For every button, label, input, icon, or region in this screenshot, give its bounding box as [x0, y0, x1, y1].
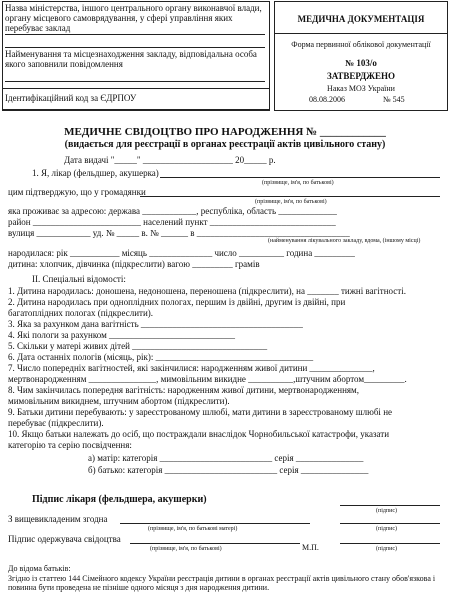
- form-number: № 103/о: [345, 58, 377, 68]
- receiver-signature-hint: (підпис): [376, 546, 398, 552]
- special-item[interactable]: 2. Дитина народилась при одноплідних пологах, першим із двійні, другим із двійні, при: [8, 297, 346, 307]
- edrpou-label: Ідентифікаційний код за ЄДРПОУ: [5, 93, 137, 103]
- doctor-signature-label: Підпис лікаря (фельдшера, акушерки): [32, 494, 207, 505]
- org-name-label: Назва міністерства, іншого центрального органу виконавчої влади, органу місцевого самоврядування, у сфері управління яких перебуває заклад: [5, 3, 262, 33]
- agreed-name-hint: (прізвище, ім'я, по батькові матері): [148, 526, 238, 532]
- receiver-label: Підпис одержувача свідоцтва: [8, 534, 121, 544]
- certificate-title: МЕДИЧНЕ СВІДОЦТВО ПРО НАРОДЖЕННЯ № ____________: [64, 126, 386, 138]
- special-item[interactable]: мертвонародженням _______________, мимовільним викидне __________,штучним абортом_________.: [8, 374, 407, 384]
- agreed-signature-field[interactable]: [340, 523, 440, 524]
- birth-time-line[interactable]: народилася: рік ___________ місяць ______________ число __________ година _________: [8, 248, 355, 258]
- special-item[interactable]: категорію та серію посвідчення:: [8, 440, 132, 450]
- stamp-label: М.П.: [302, 543, 319, 552]
- special-item[interactable]: 5. Скільки у матері живих дітей ______________________________: [8, 341, 268, 351]
- agreed-signature-hint: (підпис): [376, 526, 398, 532]
- agreed-label: З вищевикладеним згодна: [8, 514, 108, 524]
- agreed-name-field[interactable]: [120, 523, 310, 524]
- child-sex-line[interactable]: дитина: хлопчик, дівчинка (підкреслити) вагою _________ грамів: [8, 259, 260, 269]
- special-item[interactable]: 10. Якщо батьки належать до осіб, що постраждали внаслідок Чорнобильської катастрофи, указати: [8, 429, 390, 439]
- doctor-signature-hint: (підпис): [376, 508, 398, 514]
- special-item[interactable]: перебуває (підкреслити).: [8, 418, 104, 428]
- mother-name-hint: (прізвище, ім'я, по батькові): [255, 199, 327, 205]
- note-text: Згідно із статтею 144 Сімейного кодексу України реєстрація дитини в органах реєстрації актів цивільного стану обов'язкова і повинна бути проведена не пізніше одного місяця з дня народження дитини.: [8, 574, 436, 592]
- doctor-line: 1. Я, лікар (фельдшер, акушерка): [32, 168, 159, 178]
- facility-label: Найменування та місцезнаходження закладу, відповідальна особа якого заповнили повідомлення: [5, 49, 257, 69]
- mother-line: цим підтверджую, що у громадянки: [8, 187, 146, 197]
- order-label: Наказ МОЗ України: [327, 84, 395, 93]
- special-item[interactable]: 4. Які пологи за рахунком ____________________________: [8, 330, 236, 340]
- street-line[interactable]: вулиця ____________ уд. № _____ в. № ______ в __________________________________: [8, 228, 350, 238]
- form-type: Форма первинної облікової документації: [291, 40, 431, 49]
- divider: [5, 47, 265, 48]
- mother-category[interactable]: а) матір: категорія _________________________ серія _______________: [88, 453, 364, 463]
- special-item[interactable]: 3. Яка за рахунком дана вагітність ____________________________________: [8, 319, 303, 329]
- father-category[interactable]: б) батько: категорія _________________________ серія _______________: [88, 465, 369, 475]
- special-item[interactable]: мимовільним викиднем, штучним абортом (підкреслити).: [8, 396, 230, 406]
- receiver-name-field[interactable]: [130, 543, 300, 544]
- receiver-name-hint: (прізвище, ім'я, по батькові): [150, 546, 222, 552]
- receiver-signature-field[interactable]: [340, 543, 440, 544]
- mother-name-field[interactable]: [140, 196, 440, 197]
- issue-date[interactable]: Дата видачі "_____" ____________________ 20_____ р.: [64, 155, 276, 165]
- certificate-subtitle: (видається для реєстрації в органах реєстрації актів цивільного стану): [64, 139, 386, 150]
- address-line[interactable]: яка проживає за адресою: держава ____________, республіка, область _____________: [8, 206, 337, 216]
- special-item[interactable]: 1. Дитина народилась: доношена, недоношена, переношена (підкреслити), на _______ тижні вагітності.: [8, 286, 406, 296]
- doctor-signature-field[interactable]: [340, 505, 440, 506]
- special-item[interactable]: 7. Число попередніх вагітностей, які закінчилися: народженням живої дитини ______________,: [8, 363, 375, 373]
- note-title: До відома батьків:: [8, 564, 71, 573]
- order-number: № 545: [383, 95, 405, 104]
- special-title: II. Спеціальні відомості:: [32, 274, 126, 284]
- special-item[interactable]: 8. Чим закінчилась попередня вагітність: народженням живої дитини, мертвонародженням,: [8, 385, 359, 395]
- doctor-name-field[interactable]: [160, 177, 440, 178]
- med-doc-title: МЕДИЧНА ДОКУМЕНТАЦІЯ: [297, 14, 425, 24]
- district-line[interactable]: район ________________________ населений пункт ____________________________: [8, 217, 336, 227]
- doctor-name-hint: (прізвище, ім'я, по батькові): [262, 180, 334, 186]
- divider: [5, 81, 265, 82]
- approved-label: ЗАТВЕРДЖЕНО: [326, 71, 396, 81]
- divider: [274, 33, 447, 34]
- special-item[interactable]: 6. Дата останніх пологів (місяць, рік): ___________________________________: [8, 352, 314, 362]
- special-item[interactable]: 9. Батьки дитини перебувають: у зареєстрованому шлюбі, мати дитини в зареєстрованому шлюбі не: [8, 407, 392, 417]
- facility-hint: (найменування лікувального закладу, вдома, (іншому місці): [268, 238, 421, 244]
- order-date: 08.08.2006: [309, 95, 345, 104]
- divider: [5, 34, 265, 35]
- special-item[interactable]: багатоплідних пологах (підкреслити).: [8, 308, 154, 318]
